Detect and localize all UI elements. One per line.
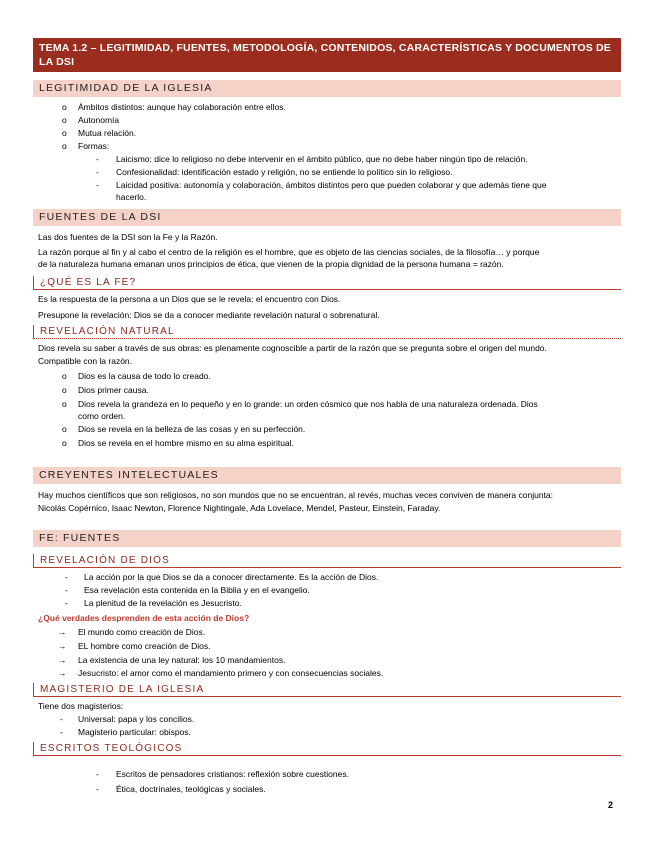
bullet-dash: -: [96, 154, 99, 164]
list-item: Escritos de pensadores cristianos: reflexión sobre cuestiones.: [116, 769, 349, 779]
list-item: Esa revelación esta contenida en la Biblia y en el evangelio.: [84, 585, 310, 595]
section-legitimidad: LEGITIMIDAD DE LA IGLESIA: [33, 80, 621, 97]
bullet-dash: -: [96, 784, 99, 794]
list-item: El mundo como creación de Dios.: [78, 627, 206, 637]
list-item-continuation: hacerlo.: [116, 192, 147, 202]
subsection-revelacion-de-dios: REVELACIÓN DE DIOS: [33, 554, 621, 568]
paragraph-continuation: Nicolás Copérnico, Isaac Newton, Florence Nightingale, Ada Lovelace, Mendel, Pasteur, Einstein, Faraday.: [38, 503, 441, 513]
section-creyentes: CREYENTES INTELECTUALES: [33, 467, 621, 484]
paragraph: La razón porque al fin y al cabo el centro de la religión es el hombre, que es objeto de las ciencias sociales, de la filosofía… y porque: [38, 247, 540, 257]
bullet-circle: o: [62, 399, 67, 409]
bullet-dash: -: [65, 598, 68, 608]
bullet-circle: o: [62, 424, 67, 434]
list-item: La acción por la que Dios se da a conocer directamente. Es la acción de Dios.: [84, 572, 379, 582]
list-item: Dios es la causa de todo lo creado.: [78, 371, 211, 381]
list-item: Dios se revela en la belleza de las cosas y en su perfección.: [78, 424, 306, 434]
subsection-escritos: ESCRITOS TEOLÓGICOS: [33, 742, 621, 756]
list-item: Magisterio particular: obispos.: [78, 727, 191, 737]
bullet-circle: o: [62, 385, 67, 395]
list-item: Dios se revela en el hombre mismo en su alma espiritual.: [78, 438, 294, 448]
list-item: La plenitud de la revelación es Jesucristo.: [84, 598, 242, 608]
list-item: Dios primer causa.: [78, 385, 149, 395]
bullet-circle: o: [62, 102, 67, 112]
list-item: Formas:: [78, 141, 110, 151]
bullet-circle: o: [62, 141, 67, 151]
bullet-dash: -: [96, 167, 99, 177]
bullet-circle: o: [62, 371, 67, 381]
paragraph-continuation: Compatible con la razón.: [38, 356, 133, 366]
page-title: TEMA 1.2 – LEGITIMIDAD, FUENTES, METODOLOGÍA, CONTENIDOS, CARACTERÍSTICAS Y DOCUMENTOS DE LA DSI: [33, 38, 621, 72]
paragraph: Tiene dos magisterios:: [38, 701, 124, 711]
list-item: Ámbitos distintos: aunque hay colaboración entre ellos.: [78, 102, 286, 112]
list-item: Ética, doctrinales, teológicas y sociales.: [116, 784, 266, 794]
paragraph: Es la respuesta de la persona a un Dios que se le revela: el encuentro con Dios.: [38, 294, 341, 304]
bullet-circle: o: [62, 115, 67, 125]
question-heading: ¿Qué verdades desprenden de esta acción de Dios?: [38, 613, 250, 623]
paragraph: Presupone la revelación: Dios se da a conocer mediante revelación natural o sobrenatural.: [38, 310, 380, 320]
list-item: Universal: papa y los concilios.: [78, 714, 195, 724]
arrow-icon: →: [58, 641, 67, 651]
paragraph: Hay muchos científicos que son religiosos, no son mundos que no se encuentran, al revés, muchas veces conviven de manera conjunta:: [38, 490, 554, 500]
arrow-icon: →: [58, 668, 67, 678]
list-item: Laicidad positiva: autonomía y colaboración, ámbitos distintos pero que pueden colaborar y que además tiene que: [116, 180, 547, 190]
bullet-dash: -: [96, 180, 99, 190]
subsection-magisterio: MAGISTERIO DE LA IGLESIA: [33, 683, 621, 697]
paragraph: Dios revela su saber a través de sus obras: es plenamente cognoscible a partir de la razón que se pregunta sobre el origen del mundo.: [38, 343, 547, 353]
list-item: Dios revela la grandeza en lo pequeño y en lo grande: un orden cósmico que nos habla de una naturaleza ordenada. Dios: [78, 399, 538, 409]
list-item: Autonomía: [78, 115, 120, 125]
page-number: 2: [608, 800, 614, 810]
bullet-dash: -: [65, 585, 68, 595]
list-item-continuation: como orden.: [78, 411, 126, 421]
paragraph-continuation: de la naturaleza humana emanan unos principios de ética, que vienen de la propia dignidad de la persona humana = razón.: [38, 259, 504, 269]
subsection-que-es-la-fe: ¿QUÉ ES LA FE?: [33, 276, 621, 290]
list-item: Jesucristo: el amor como el mandamiento primero y con consecuencias sociales.: [78, 668, 384, 678]
bullet-circle: o: [62, 438, 67, 448]
bullet-dash: -: [65, 572, 68, 582]
bullet-dash: -: [96, 769, 99, 779]
paragraph: Las dos fuentes de la DSI son la Fe y la Razón.: [38, 232, 218, 242]
section-fe-fuentes: FE: FUENTES: [33, 530, 621, 547]
list-item: Confesionalidad: identificación estado y religión, no se entiende lo político sin lo religioso.: [116, 167, 453, 177]
list-item: Laicismo: dice lo religioso no debe intervenir en el ámbito público, que no debe haber ningún tipo de relación.: [116, 154, 528, 164]
arrow-icon: →: [58, 627, 67, 637]
bullet-circle: o: [62, 128, 67, 138]
list-item: Mutua relación.: [78, 128, 137, 138]
arrow-icon: →: [58, 655, 67, 665]
bullet-dash: -: [60, 714, 63, 724]
list-item: EL hombre como creación de Dios.: [78, 641, 211, 651]
bullet-dash: -: [60, 727, 63, 737]
section-fuentes: FUENTES DE LA DSI: [33, 209, 621, 226]
subsection-revelacion-natural: REVELACIÓN NATURAL: [33, 325, 621, 339]
list-item: La existencia de una ley natural: los 10 mandamientos.: [78, 655, 286, 665]
